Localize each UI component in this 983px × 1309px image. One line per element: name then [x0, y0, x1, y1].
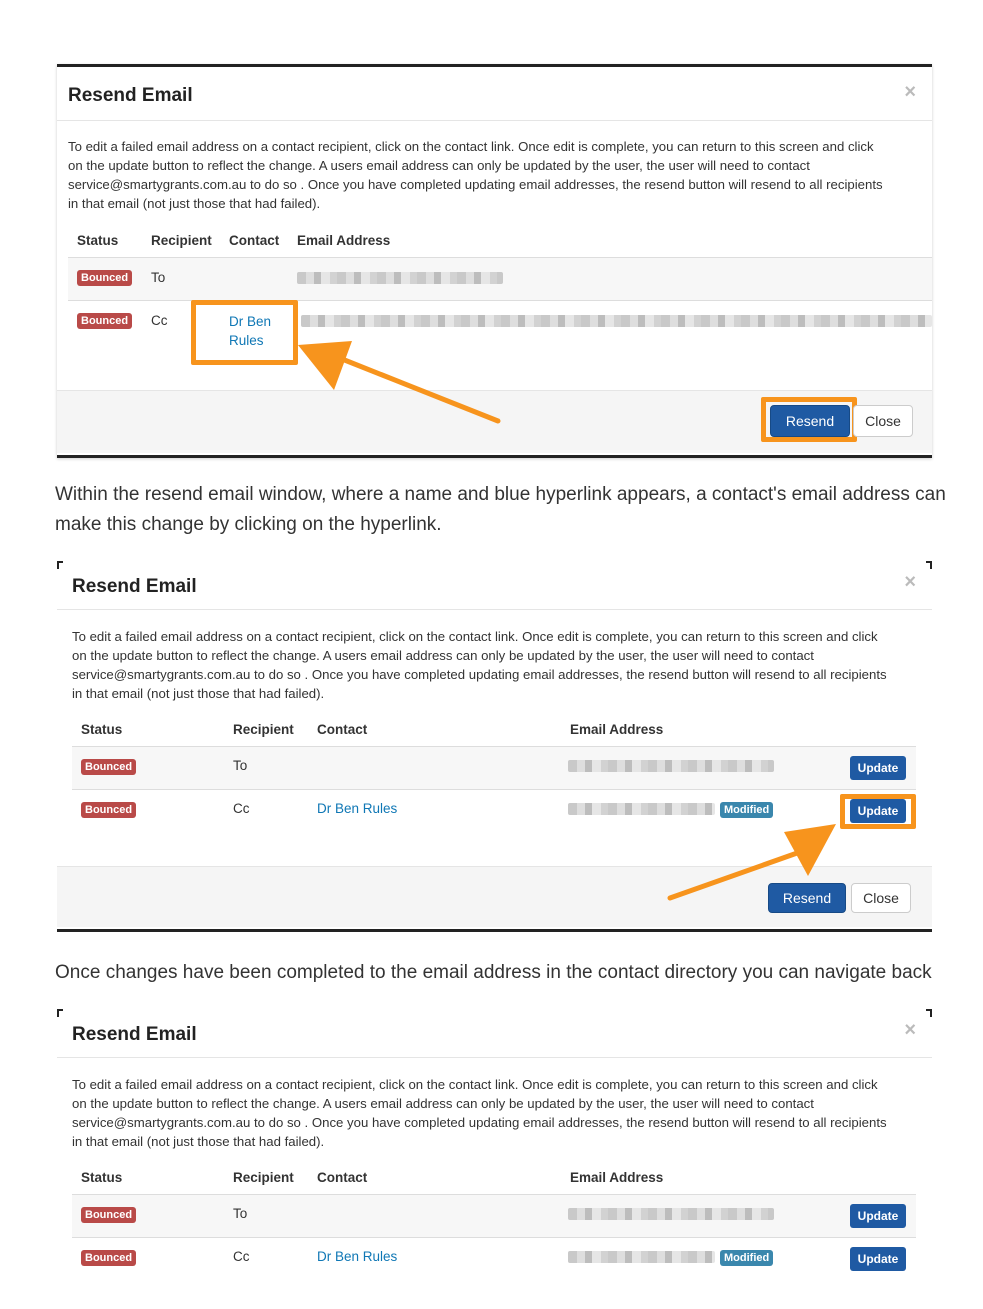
- paragraph-line: Within the resend email window, where a name and blue hyperlink appears, a contact's email address can: [55, 484, 946, 505]
- column-header-email-address: Email Address: [570, 1170, 664, 1185]
- status-badge: Bounced: [81, 1250, 136, 1266]
- intro-line: service@smartygrants.com.au to do so . Once you have completed updating email addresses, the resend button will resend to all recipients: [72, 667, 887, 682]
- recipient-type: Cc: [151, 313, 168, 328]
- intro-line: on the update button to reflect the change. A users email address can only be updated by the user, the user will need to contact: [72, 648, 814, 663]
- email-address-redacted: [568, 760, 774, 772]
- body-paragraph: [55, 480, 946, 540]
- column-header-contact: Contact: [317, 1170, 368, 1185]
- status-badge: Bounced: [77, 313, 132, 329]
- update-button[interactable]: Update: [850, 1204, 906, 1228]
- column-header-email-address: Email Address: [570, 722, 664, 737]
- intro-line: To edit a failed email address on a contact recipient, click on the contact link. Once edit is complete, you can return to this screen and click: [72, 629, 878, 644]
- contact-link[interactable]: Dr Ben Rules: [317, 1249, 398, 1264]
- update-button[interactable]: Update: [850, 799, 906, 823]
- modified-badge: Modified: [720, 1250, 773, 1266]
- column-header-contact: Contact: [229, 233, 280, 248]
- contact-link-line[interactable]: Rules: [229, 333, 264, 348]
- corner-mark: [926, 561, 932, 569]
- intro-line: on the update button to reflect the change. A users email address can only be updated by the user, the user will need to contact: [72, 1096, 814, 1111]
- corner-mark: [57, 561, 63, 569]
- modal-title: Resend Email: [68, 85, 193, 106]
- modal-title: Resend Email: [72, 1024, 197, 1045]
- intro-line: in that email (not just those that had failed).: [72, 686, 325, 701]
- resend-button[interactable]: Resend: [770, 405, 850, 437]
- column-header-contact: Contact: [317, 722, 368, 737]
- close-button[interactable]: Close: [851, 883, 911, 913]
- update-button[interactable]: Update: [850, 1247, 906, 1271]
- email-address-redacted: [568, 1208, 774, 1220]
- table-row: [72, 1194, 916, 1237]
- arrow-annotation: [0, 0, 983, 470]
- email-address-redacted: [568, 1251, 715, 1263]
- status-badge: Bounced: [81, 1207, 136, 1223]
- intro-line: service@smartygrants.com.au to do so . Once you have completed updating email addresses, the resend button will resend to all recipients: [72, 1115, 887, 1130]
- paragraph-line: make this change by clicking on the hyperlink.: [55, 514, 442, 535]
- corner-mark: [926, 1009, 932, 1017]
- column-header-email-address: Email Address: [297, 233, 391, 248]
- status-badge: Bounced: [81, 802, 136, 818]
- row-divider: [72, 1237, 916, 1238]
- intro-line: To edit a failed email address on a contact recipient, click on the contact link. Once edit is complete, you can return to this screen and click: [68, 139, 874, 154]
- modal-title: Resend Email: [72, 576, 197, 597]
- intro-line: on the update button to reflect the change. A users email address can only be updated by the user, the user will need to contact: [68, 158, 810, 173]
- close-icon[interactable]: ×: [904, 81, 916, 103]
- arrow-head: [784, 824, 836, 876]
- arrow-shaft: [670, 852, 800, 898]
- body-paragraph: Once changes have been completed to the email address in the contact directory you can navigate back: [55, 962, 932, 983]
- resend-button[interactable]: Resend: [768, 883, 846, 913]
- recipient-type: To: [233, 758, 248, 773]
- contact-link[interactable]: Dr Ben Rules: [317, 801, 398, 816]
- status-badge: Bounced: [81, 759, 136, 775]
- divider: [57, 609, 932, 610]
- close-button[interactable]: Close: [853, 405, 913, 437]
- intro-line: in that email (not just those that had failed).: [72, 1134, 325, 1149]
- column-header-status: Status: [81, 1170, 123, 1185]
- intro-line: in that email (not just those that had failed).: [68, 196, 321, 211]
- corner-mark: [57, 1009, 63, 1017]
- modal-instructions: [72, 1075, 922, 1151]
- close-icon[interactable]: ×: [904, 1019, 916, 1041]
- arrow-annotation: [0, 780, 983, 920]
- arrow-shaft: [342, 359, 498, 421]
- arrow-head: [298, 341, 352, 390]
- modified-badge: Modified: [720, 802, 773, 818]
- column-header-recipient: Recipient: [151, 233, 212, 248]
- update-button[interactable]: Update: [850, 756, 906, 780]
- intro-line: service@smartygrants.com.au to do so . Once you have completed updating email addresses, the resend button will resend to all recipients: [68, 177, 883, 192]
- contact-link-line[interactable]: Dr Ben: [229, 314, 272, 329]
- divider: [57, 1057, 932, 1058]
- recipient-type: To: [151, 270, 166, 285]
- column-header-status: Status: [81, 722, 123, 737]
- column-header-recipient: Recipient: [233, 1170, 294, 1185]
- status-badge: Bounced: [77, 270, 132, 286]
- resend-email-modal-3: [57, 1009, 932, 1309]
- close-icon[interactable]: ×: [904, 571, 916, 593]
- recipient-type: To: [233, 1206, 248, 1221]
- recipient-type: Cc: [233, 801, 250, 816]
- recipient-type: Cc: [233, 1249, 250, 1264]
- column-header-recipient: Recipient: [233, 722, 294, 737]
- intro-line: To edit a failed email address on a contact recipient, click on the contact link. Once edit is complete, you can return to this screen and click: [72, 1077, 878, 1092]
- column-header-status: Status: [77, 233, 119, 248]
- modal-instructions: [72, 627, 922, 703]
